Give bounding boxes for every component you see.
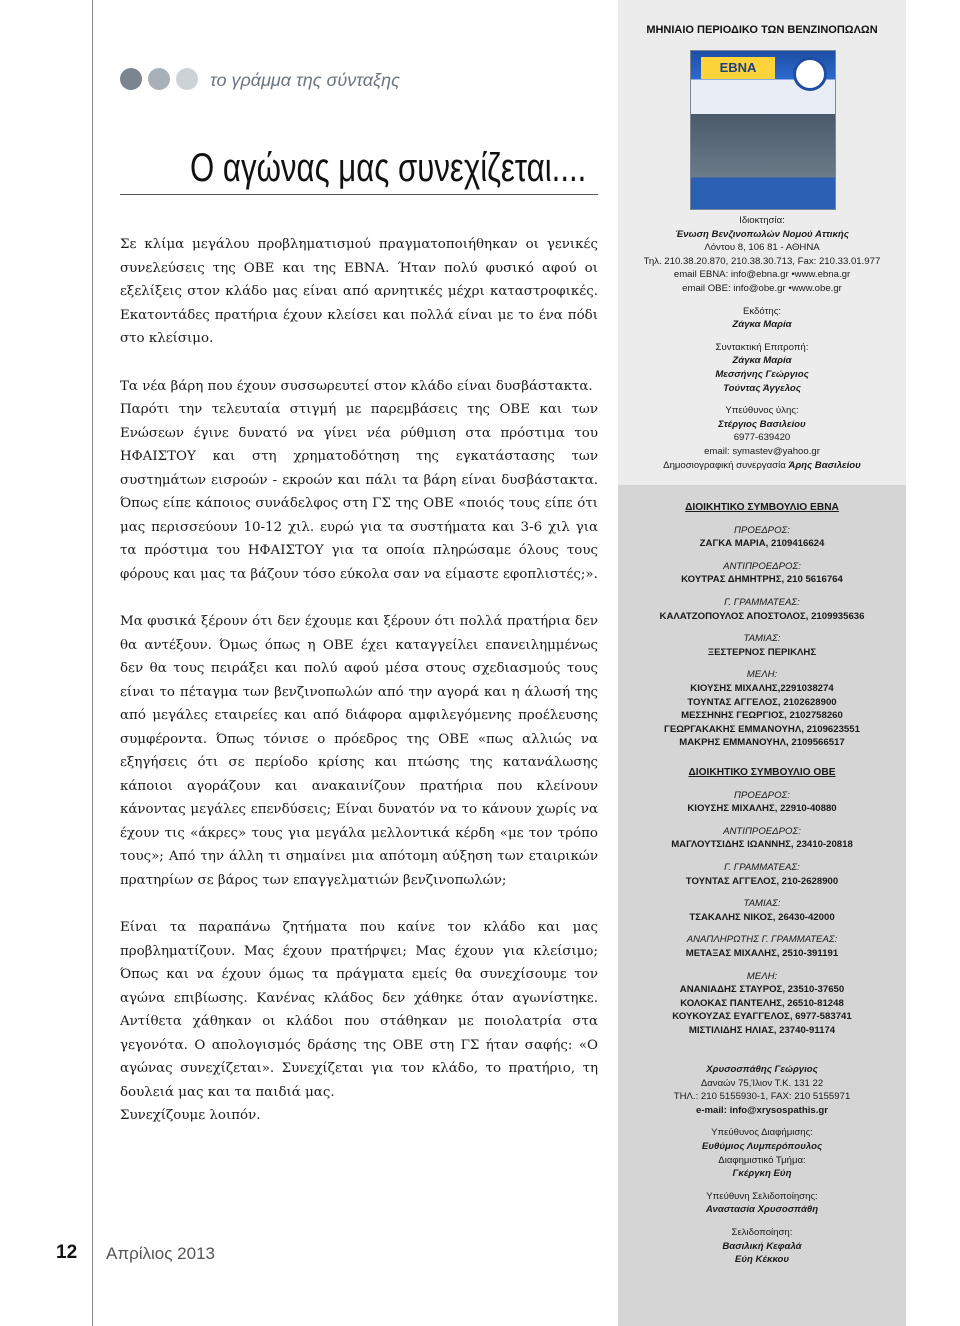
email-ebna: email EBNA: info@ebna.gr •www.ebna.gr	[673, 269, 851, 281]
page-number: 12	[56, 1242, 78, 1263]
obe-vice: ΜΑΓΛΟΥΤΣΙΔΗΣ ΙΩΑΝΝΗΣ, 23410-20818	[671, 839, 853, 851]
obe-deputy: ΜΕΤΑΞΑΣ ΜΙΧΑΛΗΣ, 2510-391191	[685, 947, 839, 959]
obe-vice-label: ΑΝΤΙΠΡΟΕΔΡΟΣ:	[723, 825, 801, 837]
dot-light	[176, 68, 198, 90]
journalist-label: Δημοσιογραφική συνεργασία	[663, 459, 786, 471]
dot-mid	[148, 68, 170, 90]
ebna-board-heading: ΔΙΟΙΚΗΤΙΚΟ ΣΥΜΒΟΥΛΙΟ ΕΒΝΑ	[685, 502, 839, 513]
owner-address: Λόντου 8, 106 81 - ΑΘΗΝΑ	[704, 242, 820, 254]
material-phone: 6977-639420	[733, 432, 791, 444]
ebna-member: ΚΙΟΥΣΗΣ ΜΙΧΑΛΗΣ,2291038274	[690, 682, 834, 694]
dot-dark	[120, 68, 142, 90]
publisher-name: Ζάγκα Μαρία	[732, 319, 792, 331]
committee-member-2: Μεσσήνης Γεώργιος	[715, 368, 809, 380]
committee-member-3: Τούντας Άγγελος	[723, 382, 801, 394]
ebna-members-label: ΜΕΛΗ:	[746, 669, 778, 681]
ebna-president-label: ΠΡΟΕΔΡΟΣ:	[734, 524, 790, 536]
journalist-line	[618, 459, 906, 473]
printer-phone: ΤΗΛ.: 210 5155930-1, FAX: 210 5155971	[673, 1091, 851, 1103]
design-name: Γκέργκη Εύη	[732, 1168, 792, 1180]
article-paragraph-3: Παρότι την τελευταία στιγμή με παρεμβάσεις της ΟΒΕ και των Ενώσεων έγινε δυνατό να γίνει νέα ρύθμιση στα πρόστιμα του ΗΦΑΙΣΤΟΥ και στη χρηματοδότηση της εγκατάστασης των συστημάτων εισροών - εκροών και πάλι τα βάρη είναι δυσβάστακτα. Όπως είπε κάποιος συνάδελφος στη ΓΣ της ΟΒΕ «ποιός τους είπε ότι μας περισσεύουν 10-12 χιλ. ευρώ για τα συστήματα και 3-6 χιλ για τα πρόστιμα του ΗΦΑΙΣΤΟΥ για τα οποία πληρώσαμε όλους τους φόρους και μας τα βάζουν τόσο εύκολα σαν να είμαστε εφοπλιστές;».	[120, 402, 598, 582]
material-label: Υπεύθυνος ύλης:	[725, 405, 799, 417]
cover-logo: EBNA	[701, 57, 775, 79]
layout-label: Υπεύθυνη Σελιδοποίησης:	[706, 1190, 818, 1202]
obe-president-label: ΠΡΟΕΔΡΟΣ:	[734, 789, 790, 801]
publisher-label: Εκδότης:	[742, 305, 782, 317]
magazine-header: ΜΗΝΙΑΙΟ ΠΕΡΙΟΔΙΚΟ ΤΩΝ ΒΕΝΖΙΝΟΠΩΛΩΝ	[646, 24, 878, 36]
left-margin-rule	[92, 0, 93, 1326]
obe-treasurer-label: ΤΑΜΙΑΣ:	[743, 898, 781, 910]
ebna-member: ΓΕΩΡΓΑΚΑΚΗΣ ΕΜΜΑΝΟΥΗΛ, 2109623551	[664, 723, 860, 735]
committee-label: Συντακτική Επιτροπή:	[715, 341, 809, 353]
printer-info	[618, 1063, 906, 1267]
article-paragraph-2: Τα νέα βάρη που έχουν συσσωρευτεί στον κλάδο είναι δυσβάστακτα.	[120, 378, 593, 394]
layout-name: Αναστασία Χρυσοσπάθη	[705, 1204, 819, 1216]
article-title: Ο αγώνας μας συνεχίζεται....	[190, 146, 587, 190]
printer-name: Χρυσοσπάθης Γεώργιος	[706, 1064, 818, 1075]
ads-name: Ευθύμιος Λυμπερόπουλος	[701, 1140, 823, 1152]
cover-seal-icon	[793, 57, 827, 91]
obe-member: ΑΝΑΝΙΑΔΗΣ ΣΤΑΥΡΟΣ, 23510-37650	[679, 984, 845, 996]
obe-secretary-label: Γ. ΓΡΑΜΜΑΤΕΑΣ:	[724, 861, 800, 873]
pagination-name-2: Εύη Κέκκου	[734, 1254, 790, 1266]
section-label: το γράμμα της σύνταξης	[210, 70, 400, 90]
article-paragraph-1: Σε κλίμα μεγάλου προβληματισμού πραγματοποιήθηκαν οι γενικές συνελεύσεις της ΟΒΕ και της ΕΒΝΑ. Ήταν πολύ φυσικό αφού οι εξελίξεις στον κλάδο μας είναι από αρνητικές μέχρι καταστροφικές. Εκατοντάδες πρατήρια έχουν κλείσει και πολλά είναι με το ένα πόδι στο κλείσιμο.	[120, 237, 598, 346]
obe-deputy-label: ΑΝΑΠΛΗΡΩΤΗΣ Γ. ΓΡΑΜΜΑΤΕΑΣ:	[686, 934, 838, 946]
owner-label: Ιδιοκτησία:	[739, 215, 785, 226]
printer-email: e-mail: info@xrysospathis.gr	[696, 1104, 828, 1116]
ebna-president: ΖΑΓΚΑ ΜΑΡΙΑ, 2109416624	[699, 538, 825, 550]
obe-member: ΜΙΣΤΙΛΙΔΗΣ ΗΛΙΑΣ, 23740-91174	[688, 1024, 836, 1036]
obe-treasurer: ΤΣΑΚΑΛΗΣ ΝΙΚΟΣ, 26430-42000	[689, 911, 835, 923]
section-dots	[120, 68, 198, 90]
masthead-info	[618, 214, 906, 472]
ebna-member: ΜΑΚΡΗΣ ΕΜΜΑΝΟΥΗΛ, 2109566517	[679, 737, 845, 749]
email-obe: email OBE: info@obe.gr •www.obe.gr	[682, 282, 842, 294]
article-body	[120, 233, 598, 1128]
article-paragraph-5: Είναι τα παραπάνω ζητήματα που καίνε τον κλάδο και μας προβληματίζουν. Μας έχουν πρατήρψει; Μας έχουν για κλείσιμο; Όπως και να έχουν όμως τα πράγματα εμείς θα συνεχίσουμε τον αγώνα επιβίωσης. Κανένας κλάδος δεν χάθηκε όταν αγωνίστηκε. Αντίθετα χάθηκαν οι κλάδοι που στάθηκαν με ποιολατρία στα γεγονότα. Ο απολογισμός δράσης της ΟΒΕ στη ΓΣ ήταν σαφής: «Ο αγώνας συνεχίζεται». Συνεχίζεται για τον κλάδο, το πρατήριο, τη δουλειά μας και τα παιδιά μας.	[120, 920, 598, 1100]
obe-secretary: ΤΟΥΝΤΑΣ ΑΓΓΕΛΟΣ, 210-2628900	[685, 875, 839, 887]
ads-label: Υπεύθυνος Διαφήμισης:	[711, 1127, 813, 1139]
ebna-treasurer-label: ΤΑΜΙΑΣ:	[743, 633, 781, 645]
article-paragraph-4: Μα φυσικά ξέρουν ότι δεν έχουμε και ξέρουν ότι πολλά πρατήρια δεν θα αντέξουν. Όμως όπως η ΟΒΕ έχει καταγγείλει επανειλημμένως δεν θα τους πειράξει και πολύ αφού μέσα στους σχεδιασμούς τους είναι το πέταγμα των βενζινοπωλών από την αγορά και η άλωσή της από μεγάλες εταιρείες και από διάφορα αμφιλεγόμενης προέλευσης συμφέροντα. Όπως τόνισε ο πρόεδρος της ΟΒΕ «πως αλλιώς να εξηγήσεις ότι σε περίοδο κρίσης και πτώσης της κατανάλωσης κάποιοι αγοράζουν και ανακαινίζουν πρατήρια που κλείνουν κάνοντας μεγάλες επενδύσεις; Είναι δυνατόν να το κάνουν χωρίς να έχουν τις «άκρες» τους για μεγάλα μελλοντικά κέρδη «με τον τρόπο τους»; Από την άλλη τι σημαίνει μια απότομη αύξηση των εταιρικών πρατηρίων σε βάρος των επαγγελματιών βενζινοπωλών;	[120, 614, 598, 888]
obe-member: ΚΟΛΟΚΑΣ ΠΑΝΤΕΛΗΣ, 26510-81248	[680, 997, 844, 1009]
magazine-cover-image	[690, 50, 836, 210]
ebna-vice: ΚΟΥΤΡΑΣ ΔΗΜΗΤΡΗΣ, 210 5616764	[681, 574, 843, 586]
printer-address: Δαναών 75,Ίλιον Τ.Κ. 131 22	[700, 1077, 824, 1089]
ebna-secretary-label: Γ. ΓΡΑΜΜΑΤΕΑΣ:	[724, 596, 800, 608]
obe-board	[618, 766, 906, 1038]
title-rule	[120, 194, 598, 195]
journalist-name: Άρης Βασιλείου	[788, 459, 861, 471]
issue-date: Απρίλιος 2013	[106, 1244, 215, 1263]
article-paragraph-6: Συνεχίζουμε λοιπόν.	[120, 1108, 261, 1123]
owner-name: Ένωση Βενζινοπωλών Νομού Αττικής	[675, 228, 849, 240]
obe-member: ΚΟΥΚΟΥΖΑΣ ΕΥΑΓΓΕΛΟΣ, 6977-583741	[672, 1011, 852, 1023]
pagination-name-1: Βασιλική Κεφαλά	[722, 1240, 802, 1252]
ebna-member: ΤΟΥΝΤΑΣ ΑΓΓΕΛΟΣ, 2102628900	[687, 696, 837, 708]
owner-phone: Τηλ. 210.38.20.870, 210.38.30.713, Fax: 210.33.01.977	[643, 255, 881, 267]
obe-president: ΚΙΟΥΣΗΣ ΜΙΧΑΛΗΣ, 22910-40880	[687, 803, 837, 815]
obe-members-label: ΜΕΛΗ:	[746, 970, 778, 982]
ebna-board	[618, 501, 906, 750]
material-email: email: symastev@yahoo.gr	[704, 445, 820, 457]
ebna-member: ΜΕΣΣΗΝΗΣ ΓΕΩΡΓΙΟΣ, 2102758260	[681, 710, 843, 722]
ebna-vice-label: ΑΝΤΙΠΡΟΕΔΡΟΣ:	[723, 560, 801, 572]
design-label: Διαφημιστικό Τμήμα:	[718, 1154, 806, 1166]
ebna-secretary: ΚΑΛΑΤΖΟΠΟΥΛΟΣ ΑΠΟΣΤΟΛΟΣ, 2109935636	[659, 610, 865, 622]
obe-board-heading: ΔΙΟΙΚΗΤΙΚΟ ΣΥΜΒΟΥΛΙΟ ΟΒΕ	[688, 767, 836, 778]
ebna-treasurer: ΞΕΣΤΕΡΝΟΣ ΠΕΡΙΚΛΗΣ	[707, 646, 817, 658]
committee-member-1: Ζάγκα Μαρία	[732, 355, 792, 367]
pagination-label: Σελιδοποίηση:	[731, 1226, 793, 1238]
material-name: Στέργιος Βασιλείου	[718, 418, 806, 430]
